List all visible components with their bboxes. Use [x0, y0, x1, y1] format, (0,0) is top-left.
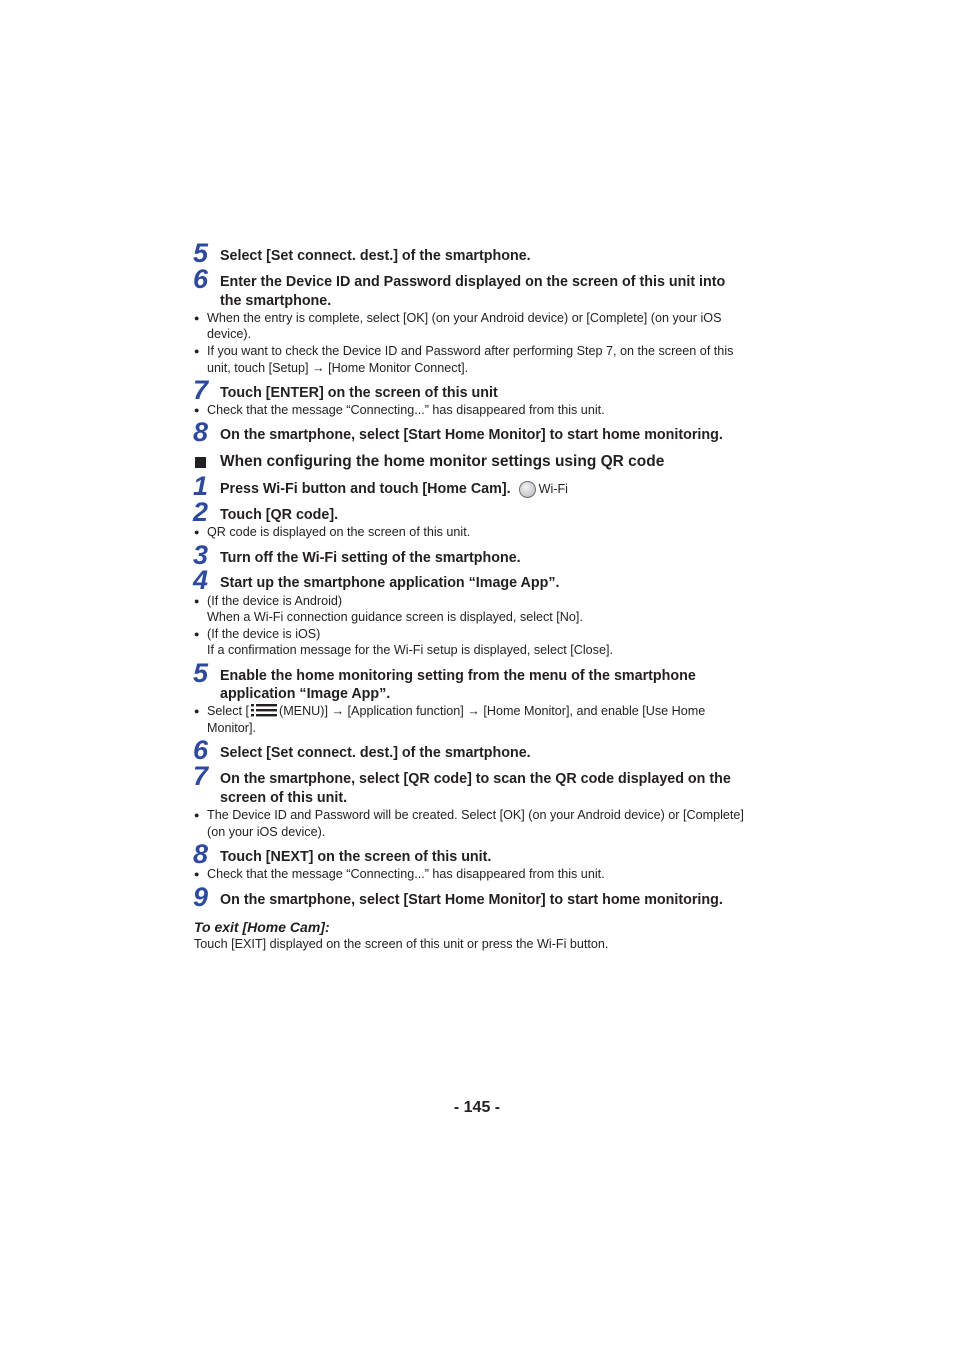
- step-number: 6: [193, 735, 209, 765]
- note-text-post: (MENU)] → [Application function] → [Home Monitor], and enable [Use Home: [279, 704, 706, 718]
- menu-icon: [251, 703, 277, 717]
- step-text: On the smartphone, select [QR code] to scan the QR code displayed on the: [220, 771, 731, 787]
- step-text: application “Image App”.: [220, 686, 391, 702]
- square-bullet-icon: [195, 457, 206, 468]
- step-text: [220, 480, 568, 499]
- bullet-icon: ●: [194, 346, 200, 356]
- note-text: Check that the message “Connecting...” has disappeared from this unit.: [207, 403, 605, 417]
- step-number: 5: [193, 658, 209, 688]
- bullet-icon: ●: [194, 405, 200, 415]
- bullet-icon: ●: [194, 527, 200, 537]
- step-text: Select [Set connect. dest.] of the smartphone.: [220, 248, 531, 264]
- step-text: Turn off the Wi-Fi setting of the smartphone.: [220, 550, 521, 566]
- step-number: 7: [193, 375, 209, 405]
- step-text: Start up the smartphone application “Image App”.: [220, 575, 560, 591]
- step-text: Select [Set connect. dest.] of the smartphone.: [220, 745, 531, 761]
- step-number: 8: [193, 417, 209, 447]
- wifi-icon-label: Wi-Fi: [538, 482, 568, 496]
- bullet-icon: ●: [194, 706, 200, 716]
- step-text: On the smartphone, select [Start Home Monitor] to start home monitoring.: [220, 892, 723, 908]
- note-text: device).: [207, 327, 252, 341]
- note-text: QR code is displayed on the screen of this unit.: [207, 525, 471, 539]
- step-text: Touch [ENTER] on the screen of this unit: [220, 385, 498, 401]
- step-number: 9: [193, 882, 209, 912]
- exit-title: To exit [Home Cam]:: [194, 919, 330, 935]
- bullet-icon: ●: [194, 596, 200, 606]
- step-text: Enable the home monitoring setting from the menu of the smartphone: [220, 668, 696, 684]
- note-text: (If the device is iOS): [207, 627, 321, 641]
- wifi-button-icon: [519, 481, 536, 498]
- section-heading: When configuring the home monitor settings using QR code: [220, 453, 665, 470]
- step-number: 8: [193, 839, 209, 869]
- step-number: 7: [193, 761, 209, 791]
- bullet-icon: ●: [194, 810, 200, 820]
- step-number: 3: [193, 540, 209, 570]
- exit-text: Touch [EXIT] displayed on the screen of this unit or press the Wi-Fi button.: [194, 937, 609, 951]
- note-text-pre: Select [: [207, 704, 249, 718]
- note-text: When a Wi-Fi connection guidance screen is displayed, select [No].: [207, 610, 583, 624]
- step-text: screen of this unit.: [220, 790, 348, 806]
- step-number: 4: [193, 565, 209, 595]
- step-text: Enter the Device ID and Password displayed on the screen of this unit into: [220, 274, 726, 290]
- bullet-icon: ●: [194, 313, 200, 323]
- step-label: Press Wi-Fi button and touch [Home Cam].: [220, 481, 511, 497]
- note-text: (on your iOS device).: [207, 825, 326, 839]
- bullet-icon: ●: [194, 869, 200, 879]
- step-text: the smartphone.: [220, 293, 332, 309]
- note-text: The Device ID and Password will be created. Select [OK] (on your Android device) or [Complete]: [207, 808, 744, 822]
- bullet-icon: ●: [194, 629, 200, 639]
- step-text: Touch [NEXT] on the screen of this unit.: [220, 849, 492, 865]
- step-number: 5: [193, 238, 209, 268]
- note-text: If a confirmation message for the Wi-Fi setup is displayed, select [Close].: [207, 643, 613, 657]
- step-number: 6: [193, 264, 209, 294]
- note-text: (If the device is Android): [207, 594, 343, 608]
- step-number: 2: [193, 497, 209, 527]
- note-text: Monitor].: [207, 721, 256, 735]
- note-text: unit, touch [Setup] → [Home Monitor Connect].: [207, 361, 469, 375]
- note-text: If you want to check the Device ID and Password after performing Step 7, on the screen of this: [207, 344, 734, 358]
- step-text: On the smartphone, select [Start Home Monitor] to start home monitoring.: [220, 427, 723, 443]
- note-text: Check that the message “Connecting...” has disappeared from this unit.: [207, 867, 605, 881]
- note-text: [207, 703, 705, 720]
- note-text: When the entry is complete, select [OK] (on your Android device) or [Complete] (on your iOS: [207, 311, 722, 325]
- step-number: 1: [193, 471, 209, 501]
- page-number: - 145 -: [453, 1099, 501, 1116]
- step-text: Touch [QR code].: [220, 507, 339, 523]
